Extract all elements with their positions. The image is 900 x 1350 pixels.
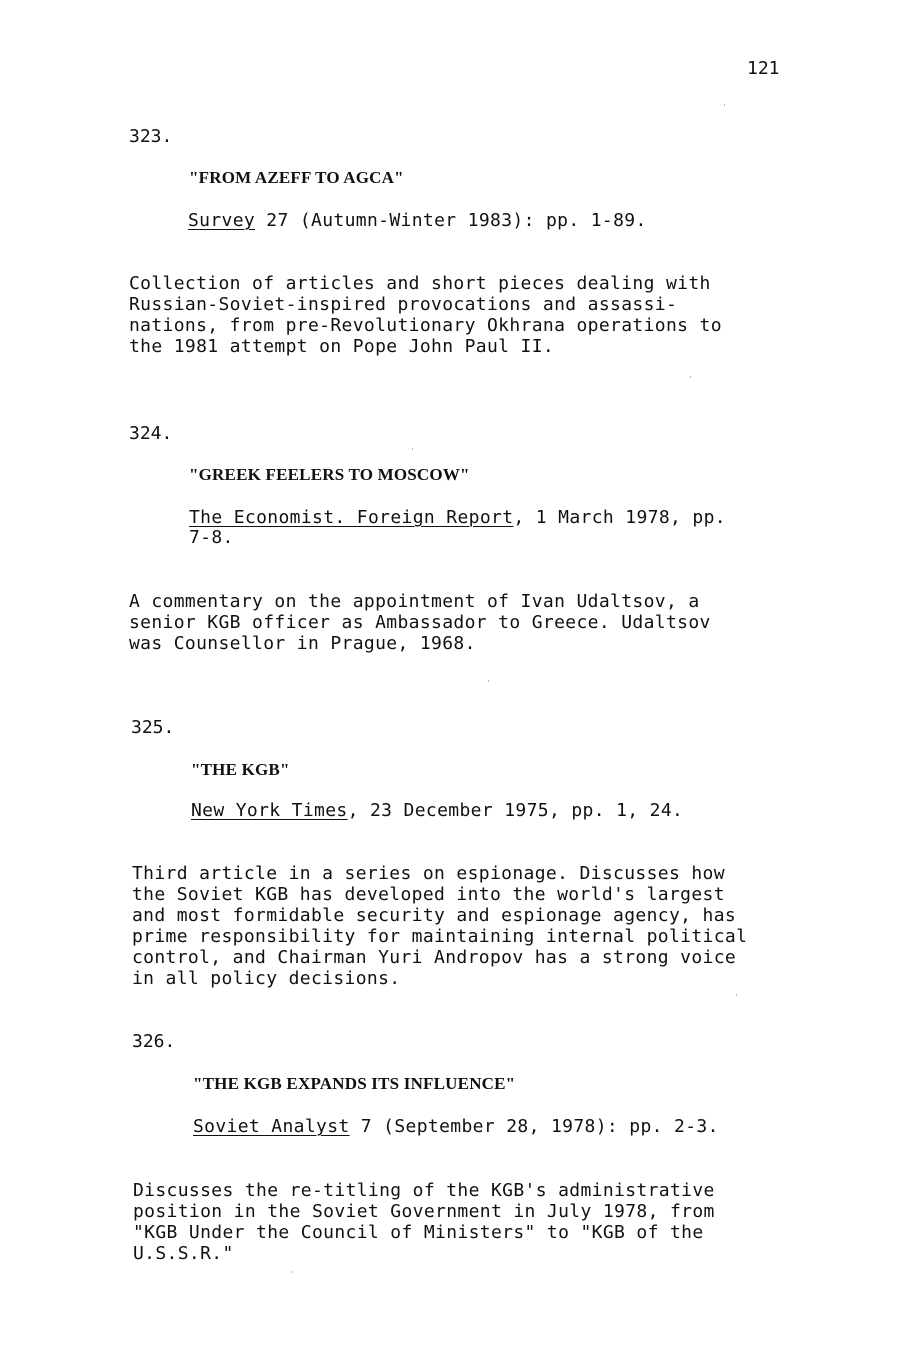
source-title: Soviet Analyst <box>193 1116 350 1137</box>
entry-source <box>188 210 647 231</box>
scan-speck <box>488 680 489 682</box>
entry-source-continuation: 7-8. <box>189 527 234 548</box>
entry-description-line: U.S.S.R." <box>133 1243 234 1264</box>
entry-title: "FROM AZEFF TO AGCA" <box>189 168 404 187</box>
scan-speck <box>736 994 737 996</box>
entry-description-line: was Counsellor in Prague, 1968. <box>129 633 476 654</box>
source-details: 7 (September 28, 1978): pp. 2-3. <box>349 1116 719 1137</box>
entry-number: 324. <box>129 423 173 444</box>
entry-title: "THE KGB" <box>191 760 290 779</box>
entry-title: "GREEK FEELERS TO MOSCOW" <box>189 465 470 484</box>
scan-speck <box>724 104 725 106</box>
entry-source <box>191 800 683 821</box>
source-details: , 23 December 1975, pp. 1, 24. <box>347 800 684 821</box>
entry-source <box>193 1116 719 1137</box>
scan-speck <box>690 376 691 378</box>
entry-title: "THE KGB EXPANDS ITS INFLUENCE" <box>193 1074 516 1093</box>
entry-description-line: nations, from pre-Revolutionary Okhrana operations to <box>129 315 722 336</box>
entry-description-line: Russian-Soviet-inspired provocations and assassi- <box>129 294 678 315</box>
entry-description-line: Collection of articles and short pieces dealing with <box>129 273 711 294</box>
entry-description-line: senior KGB officer as Ambassador to Greece. Udaltsov <box>129 612 711 633</box>
scan-speck <box>412 448 413 450</box>
entry-description-line: position in the Soviet Government in July 1978, from <box>133 1201 715 1222</box>
scan-speck <box>291 1271 292 1273</box>
entry-number: 325. <box>131 717 175 738</box>
entry-description-line: in all policy decisions. <box>132 968 401 989</box>
entry-description-line: "KGB Under the Council of Ministers" to "KGB of the <box>133 1222 704 1243</box>
entry-source <box>189 507 726 528</box>
entry-description-line: A commentary on the appointment of Ivan Udaltsov, a <box>129 591 700 612</box>
entry-description-line: prime responsibility for maintaining internal political <box>132 926 748 947</box>
source-details: 27 (Autumn-Winter 1983): pp. 1-89. <box>255 210 647 231</box>
source-title: Survey <box>188 210 256 231</box>
entry-number: 323. <box>129 126 173 147</box>
page-number: 121 <box>747 58 780 79</box>
entry-description-line: Discusses the re-titling of the KGB's administrative <box>133 1180 715 1201</box>
source-title: The Economist. Foreign Report <box>189 507 514 528</box>
entry-description-line: and most formidable security and espionage agency, has <box>132 905 737 926</box>
entry-description-line: the 1981 attempt on Pope John Paul II. <box>129 336 555 357</box>
entry-description-line: Third article in a series on espionage. Discusses how <box>132 863 725 884</box>
entry-description-line: the Soviet KGB has developed into the world's largest <box>132 884 725 905</box>
source-title: New York Times <box>191 800 348 821</box>
entry-description-line: control, and Chairman Yuri Andropov has a strong voice <box>132 947 737 968</box>
source-details: , 1 March 1978, pp. <box>513 507 726 528</box>
entry-number: 326. <box>132 1031 176 1052</box>
